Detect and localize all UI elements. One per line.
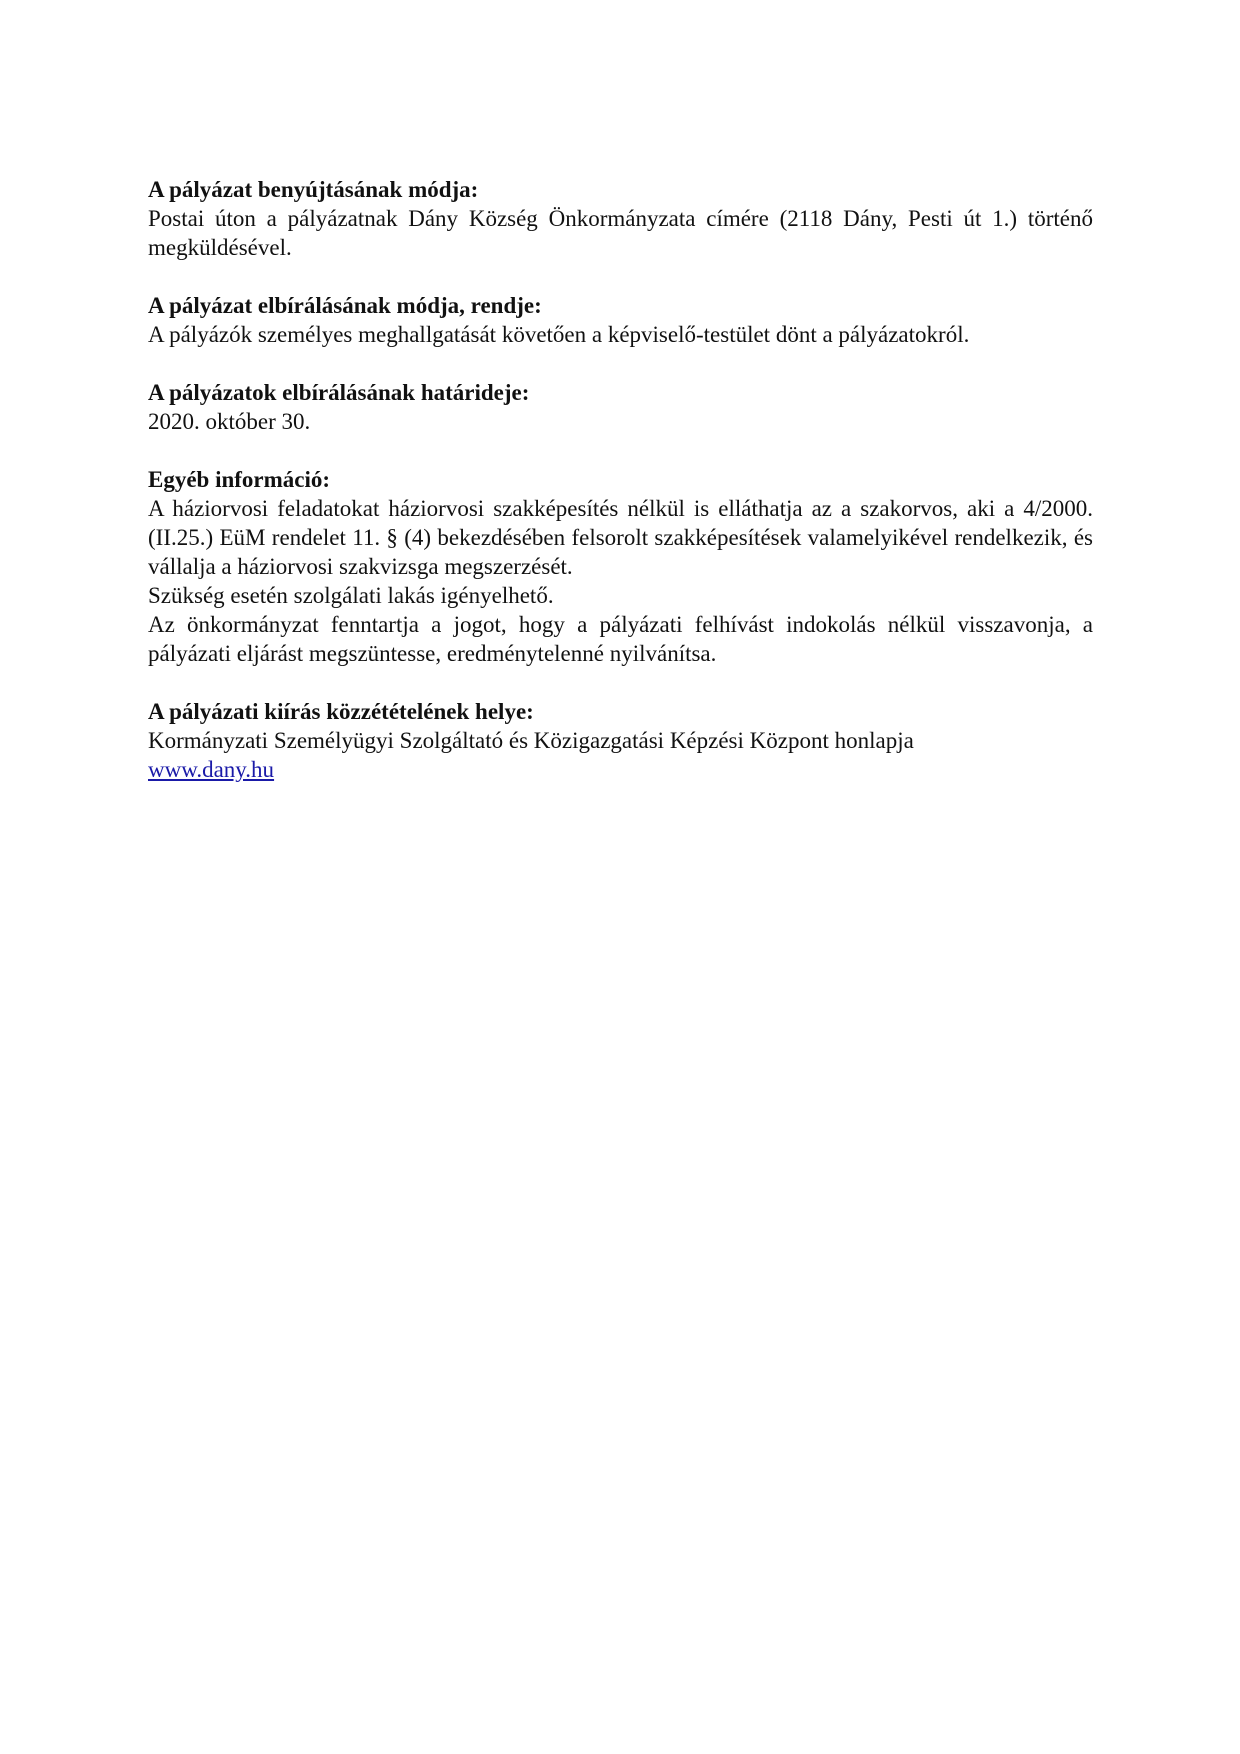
section-paragraph: A háziorvosi feladatokat háziorvosi szakképesítés nélkül is elláthatja az a szakorvos, aki a 4/2000. (II.25.) EüM rendelet 11. § (4) bekezdésében felsorolt szakképesítések valamelyikével rendelkezik, és vállalja a háziorvosi szakvizsga megszerzését. — [148, 496, 1093, 579]
section-publication-place — [148, 697, 1093, 784]
section-heading: A pályázatok elbírálásának határideje: — [148, 380, 530, 405]
website-link[interactable]: www.dany.hu — [148, 757, 275, 782]
section-paragraph: 2020. október 30. — [148, 409, 311, 434]
section-other-information — [148, 465, 1093, 668]
section-paragraph: Az önkormányzat fenntartja a jogot, hogy a pályázati felhívást indokolás nélkül visszavonja, a pályázati eljárást megszüntesse, eredménytelenné nyilvánítsa. — [148, 612, 1093, 666]
section-heading: A pályázat benyújtásának módja: — [148, 177, 479, 202]
section-paragraph: A pályázók személyes meghallgatását követően a képviselő-testület dönt a pályázatokról. — [148, 322, 970, 347]
section-heading: A pályázat elbírálásának módja, rendje: — [148, 293, 542, 318]
section-evaluation-method — [148, 291, 1093, 349]
section-evaluation-deadline — [148, 378, 1093, 436]
section-paragraph: Postai úton a pályázatnak Dány Község Önkormányzata címére (2118 Dány, Pesti út 1.) történő megküldésével. — [148, 206, 1093, 260]
section-submission-method — [148, 175, 1093, 262]
section-heading: Egyéb információ: — [148, 467, 331, 492]
section-paragraph: Szükség esetén szolgálati lakás igényelhető. — [148, 583, 554, 608]
document-body — [148, 175, 1093, 813]
section-heading: A pályázati kiírás közzétételének helye: — [148, 699, 534, 724]
section-paragraph: Kormányzati Személyügyi Szolgáltató és Közigazgatási Képzési Központ honlapja — [148, 728, 914, 753]
